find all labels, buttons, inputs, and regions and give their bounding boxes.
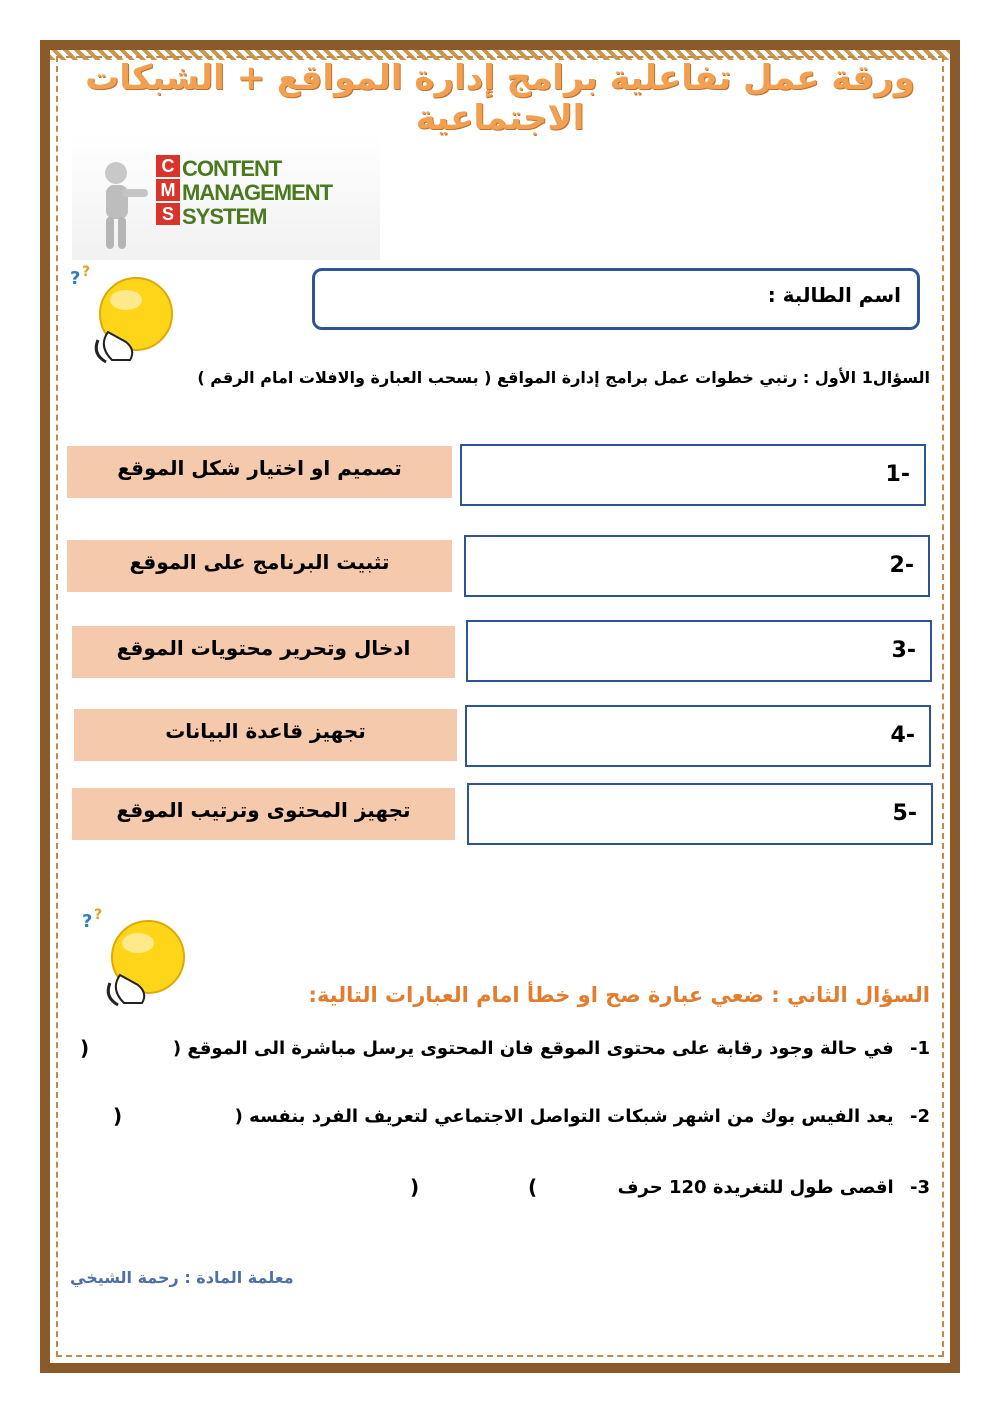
drop-slot-1[interactable] xyxy=(460,444,926,506)
statement-text: يعد الفيس بوك من اشهر شبكات التواصل الاجتماعي لتعريف الفرد بنفسه ( xyxy=(234,1106,894,1127)
true-false-statement-3 xyxy=(618,1177,930,1198)
answer-blank-1[interactable]: ) xyxy=(80,1036,90,1060)
slot-number: -5 xyxy=(892,801,917,826)
drag-option[interactable]: تصميم او اختيار شكل الموقع xyxy=(67,446,452,498)
answer-blank-3-close[interactable]: ) xyxy=(410,1175,420,1199)
svg-text:?: ? xyxy=(82,911,93,932)
slot-number: -4 xyxy=(890,723,915,748)
drop-slot-4[interactable] xyxy=(465,705,931,767)
cms-logo-image xyxy=(72,135,380,260)
answer-blank-3-open[interactable]: ( xyxy=(528,1175,538,1199)
true-false-statement-2 xyxy=(235,1106,930,1127)
slot-number: -3 xyxy=(891,638,916,663)
svg-text:?: ? xyxy=(70,268,81,289)
true-false-statement-1 xyxy=(173,1038,930,1059)
drop-slot-2[interactable] xyxy=(464,535,930,597)
drag-option[interactable]: تجهيز قاعدة البيانات xyxy=(74,709,457,761)
student-name-field[interactable] xyxy=(312,268,920,330)
page-title: ورقة عمل تفاعلية برامج إدارة المواقع + الشبكات الاجتماعية xyxy=(85,58,915,138)
person-figure-icon xyxy=(92,155,152,255)
drop-slot-3[interactable] xyxy=(466,620,932,682)
letter-block-s: S xyxy=(156,203,180,225)
slot-number: -1 xyxy=(885,462,910,487)
answer-blank-2[interactable]: ) xyxy=(113,1104,123,1128)
logo-word-system: SYSTEM xyxy=(182,204,267,229)
statement-text: اقصى طول للتغريدة 120 حرف xyxy=(617,1177,894,1198)
letter-block-c: C xyxy=(156,155,180,177)
drag-option[interactable]: تثبيت البرنامج على الموقع xyxy=(67,540,452,592)
letter-block-m: M xyxy=(156,179,180,201)
drag-option[interactable]: تجهيز المحتوى وترتيب الموقع xyxy=(72,788,455,840)
statement-number: 1- xyxy=(909,1038,930,1059)
logo-word-content: CONTENT xyxy=(182,156,282,181)
svg-text:?: ? xyxy=(82,264,91,280)
drag-option[interactable]: ادخال وتحرير محتويات الموقع xyxy=(72,626,455,678)
statement-text: في حالة وجود رقابة على محتوى الموقع فان المحتوى يرسل مباشرة الى الموقع ( xyxy=(172,1038,894,1059)
statement-number: 3- xyxy=(909,1177,930,1198)
statement-number: 2- xyxy=(909,1106,930,1127)
question2-title: السؤال الثاني : ضعي عبارة صح او خطأ امام العبارات التالية: xyxy=(308,983,930,1007)
question1-instruction: السؤال1 الأول : رتبي خطوات عمل برامج إدارة المواقع ( بسحب العبارة والافلات امام الرقم ) xyxy=(197,368,930,387)
logo-word-management: MANAGEMENT xyxy=(182,180,333,205)
cms-words xyxy=(182,157,332,229)
student-name-label: اسم الطالبة : xyxy=(767,283,901,307)
drop-slot-5[interactable] xyxy=(467,783,933,845)
teacher-name: معلمة المادة : رحمة الشيخي xyxy=(70,1268,294,1287)
slot-number: -2 xyxy=(889,553,914,578)
svg-text:?: ? xyxy=(94,907,103,923)
thinking-bulb-icon xyxy=(68,262,178,372)
